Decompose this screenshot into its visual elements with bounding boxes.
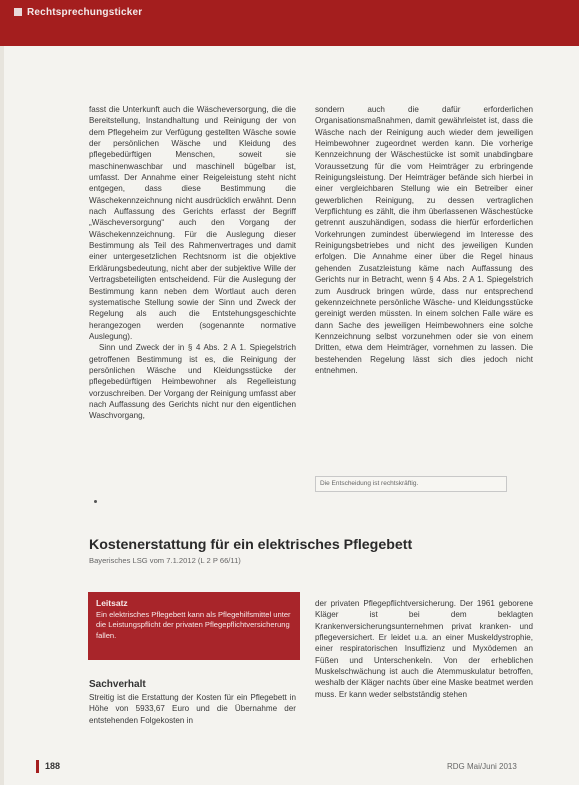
leitsatz-text: Ein elektrisches Pflegebett kann als Pflegehilfsmittel unter die Leistungspflicht der privaten Pflegepflichtversicherung fallen. (96, 610, 291, 640)
issue-label: RDG Mai/Juni 2013 (447, 762, 517, 771)
section-title: Rechtsprechungsticker (27, 6, 143, 18)
upper-left-column (89, 104, 296, 422)
article-citation: Bayerisches LSG vom 7.1.2012 (L 2 P 66/11) (89, 556, 241, 565)
paragraph: sondern auch die dafür erforderlichen Organisationsmaßnahmen, damit gewährleistet ist, dass die Wäsche nach der Reinigung auch wieder dem jeweiligen Heimbewohner zugeordnet werden kann. Die vorherige Kennzeichnung der Wäschestücke ist somit unabdingbare Voraussetzung für die vom Heimträger zu erbringende Reinigungsleistung. Der Heimträger befände sich hierbei in einer vergleichbaren Stellung wie ein Betreiber einer gewerblichen Reinigung, zu dessen vertraglichen Verpflichtung es zählt, die ihm überlassenen Wäschestücke getrennt auszuhändigen, sodass die hierfür erforderlichen Vorkehrungen zumindest überwiegend im Interesse des Reinigungsbetriebes und nicht des jeweiligen Kunden erfolgen. Die Annahme einer über die Regel hinaus gehenden Zusatzleistung käme nach Auffassung des Gerichts nur in Betracht, wenn § 4 Abs. 2 A 1. Spiegelstrich zum Ausdruck bringen würde, dass nur entsprechend gekennzeichnete persönliche Wäsche- und Kleidungsstücke gereinigt werden müssten. In einem solchen Falle wäre es dann Sache des jeweiligen Heimbewohners eine solche Kennzeichnung selbst vorzunehmen oder sie von einem Dritten, etwa dem Heimträger, vornehmen zu lassen. Die bestehenden Regelung lässt sich dies jedoch nicht entnehmen. (315, 105, 533, 375)
section-header (14, 5, 142, 19)
square-bullet-icon (14, 8, 22, 16)
paragraph: der privaten Pflegepflichtversicherung. Der 1961 geborene Kläger ist bei dem beklagten Krankenversicherungsunternehmen privat kranken- und pflegeversichert. Er leidet u.a. an einer Muskeldystrophie, einer respiratorischen Insuffizienz und Myxödemen an Füßen und Unterschenkeln. Von der erheblichen Muskelschwächung ist auch die Atemmuskulatur betroffen, weshalb der Kläger nachts über eine Maske beatmet werden muss. Er kann weder selbstständig stehen (315, 599, 533, 699)
sachverhalt-right-column (315, 598, 533, 700)
decision-note: Die Entscheidung ist rechtskräftig. (315, 476, 507, 492)
leitsatz-box (88, 592, 300, 660)
paragraph: fasst die Unterkunft auch die Wäscheversorgung, die die Bereitstellung, Instandhaltung und Reinigung der von dem Pflegeheim zur Verfügung gestellten Wäsche sowie der persönlichen Wäsche und Kleidung des pflegebedürftigen Menschen, soweit sie maschinenwaschbar und maschinell bügelbar ist, umfasst. Der Annahme einer Reigeleistung steht nicht entgegen, dass diese Bestimmung die Wäschekennzeichnung nicht ausdrücklich erwähnt. Denn nach Auffassung des Gerichts erfasst der Begriff „Wäscheversorgung“ auch den Vorgang der Wäschekennzeichnung. Für die Auslegung dieser Bestimmung als Teil des Rahmenvertrages und damit einer untergesetzlichen Rechtsnorm ist die objektive Erklärungsbedeutung, nicht aber der subjektive Wille der Vertragsbeteiligten entscheidend. Für die Auslegung der Bestimmung kann neben dem Wortlaut auch deren systematische Stellung sowie der Sinn und Zweck der Regelung als auch die Entstehungsgeschichte herangezogen werden (sogenannte normative Auslegung). (89, 105, 296, 341)
paragraph: Sinn und Zweck der in § 4 Abs. 2 A 1. Spiegelstrich getroffenen Bestimmung ist es, die Reinigung der persönlichen Wäsche und Kleidungsstücke der pflegebedürftigen Heimbewohner als Regelleistung vorzuschreiben. Der Vorgang der Reinigung umfasst aber nach Auffassung des Gerichts nicht nur den eigentlichen Waschvorgang, (89, 343, 296, 421)
dot-mark-icon (94, 500, 97, 503)
page-number: 188 (36, 760, 85, 773)
page-edge-shadow (0, 46, 4, 785)
sachverhalt-left-column (89, 692, 296, 726)
header-band (0, 0, 579, 46)
article-title: Kostenerstattung für ein elektrisches Pflegebett (89, 537, 413, 553)
paragraph: Streitig ist die Erstattung der Kosten für ein Pflegebett in Höhe von 5933,67 Euro und die Übernahme der entstehenden Folgekosten in (89, 693, 296, 725)
upper-right-column (315, 104, 533, 376)
leitsatz-heading: Leitsatz (96, 598, 128, 608)
sachverhalt-heading: Sachverhalt (89, 679, 146, 690)
